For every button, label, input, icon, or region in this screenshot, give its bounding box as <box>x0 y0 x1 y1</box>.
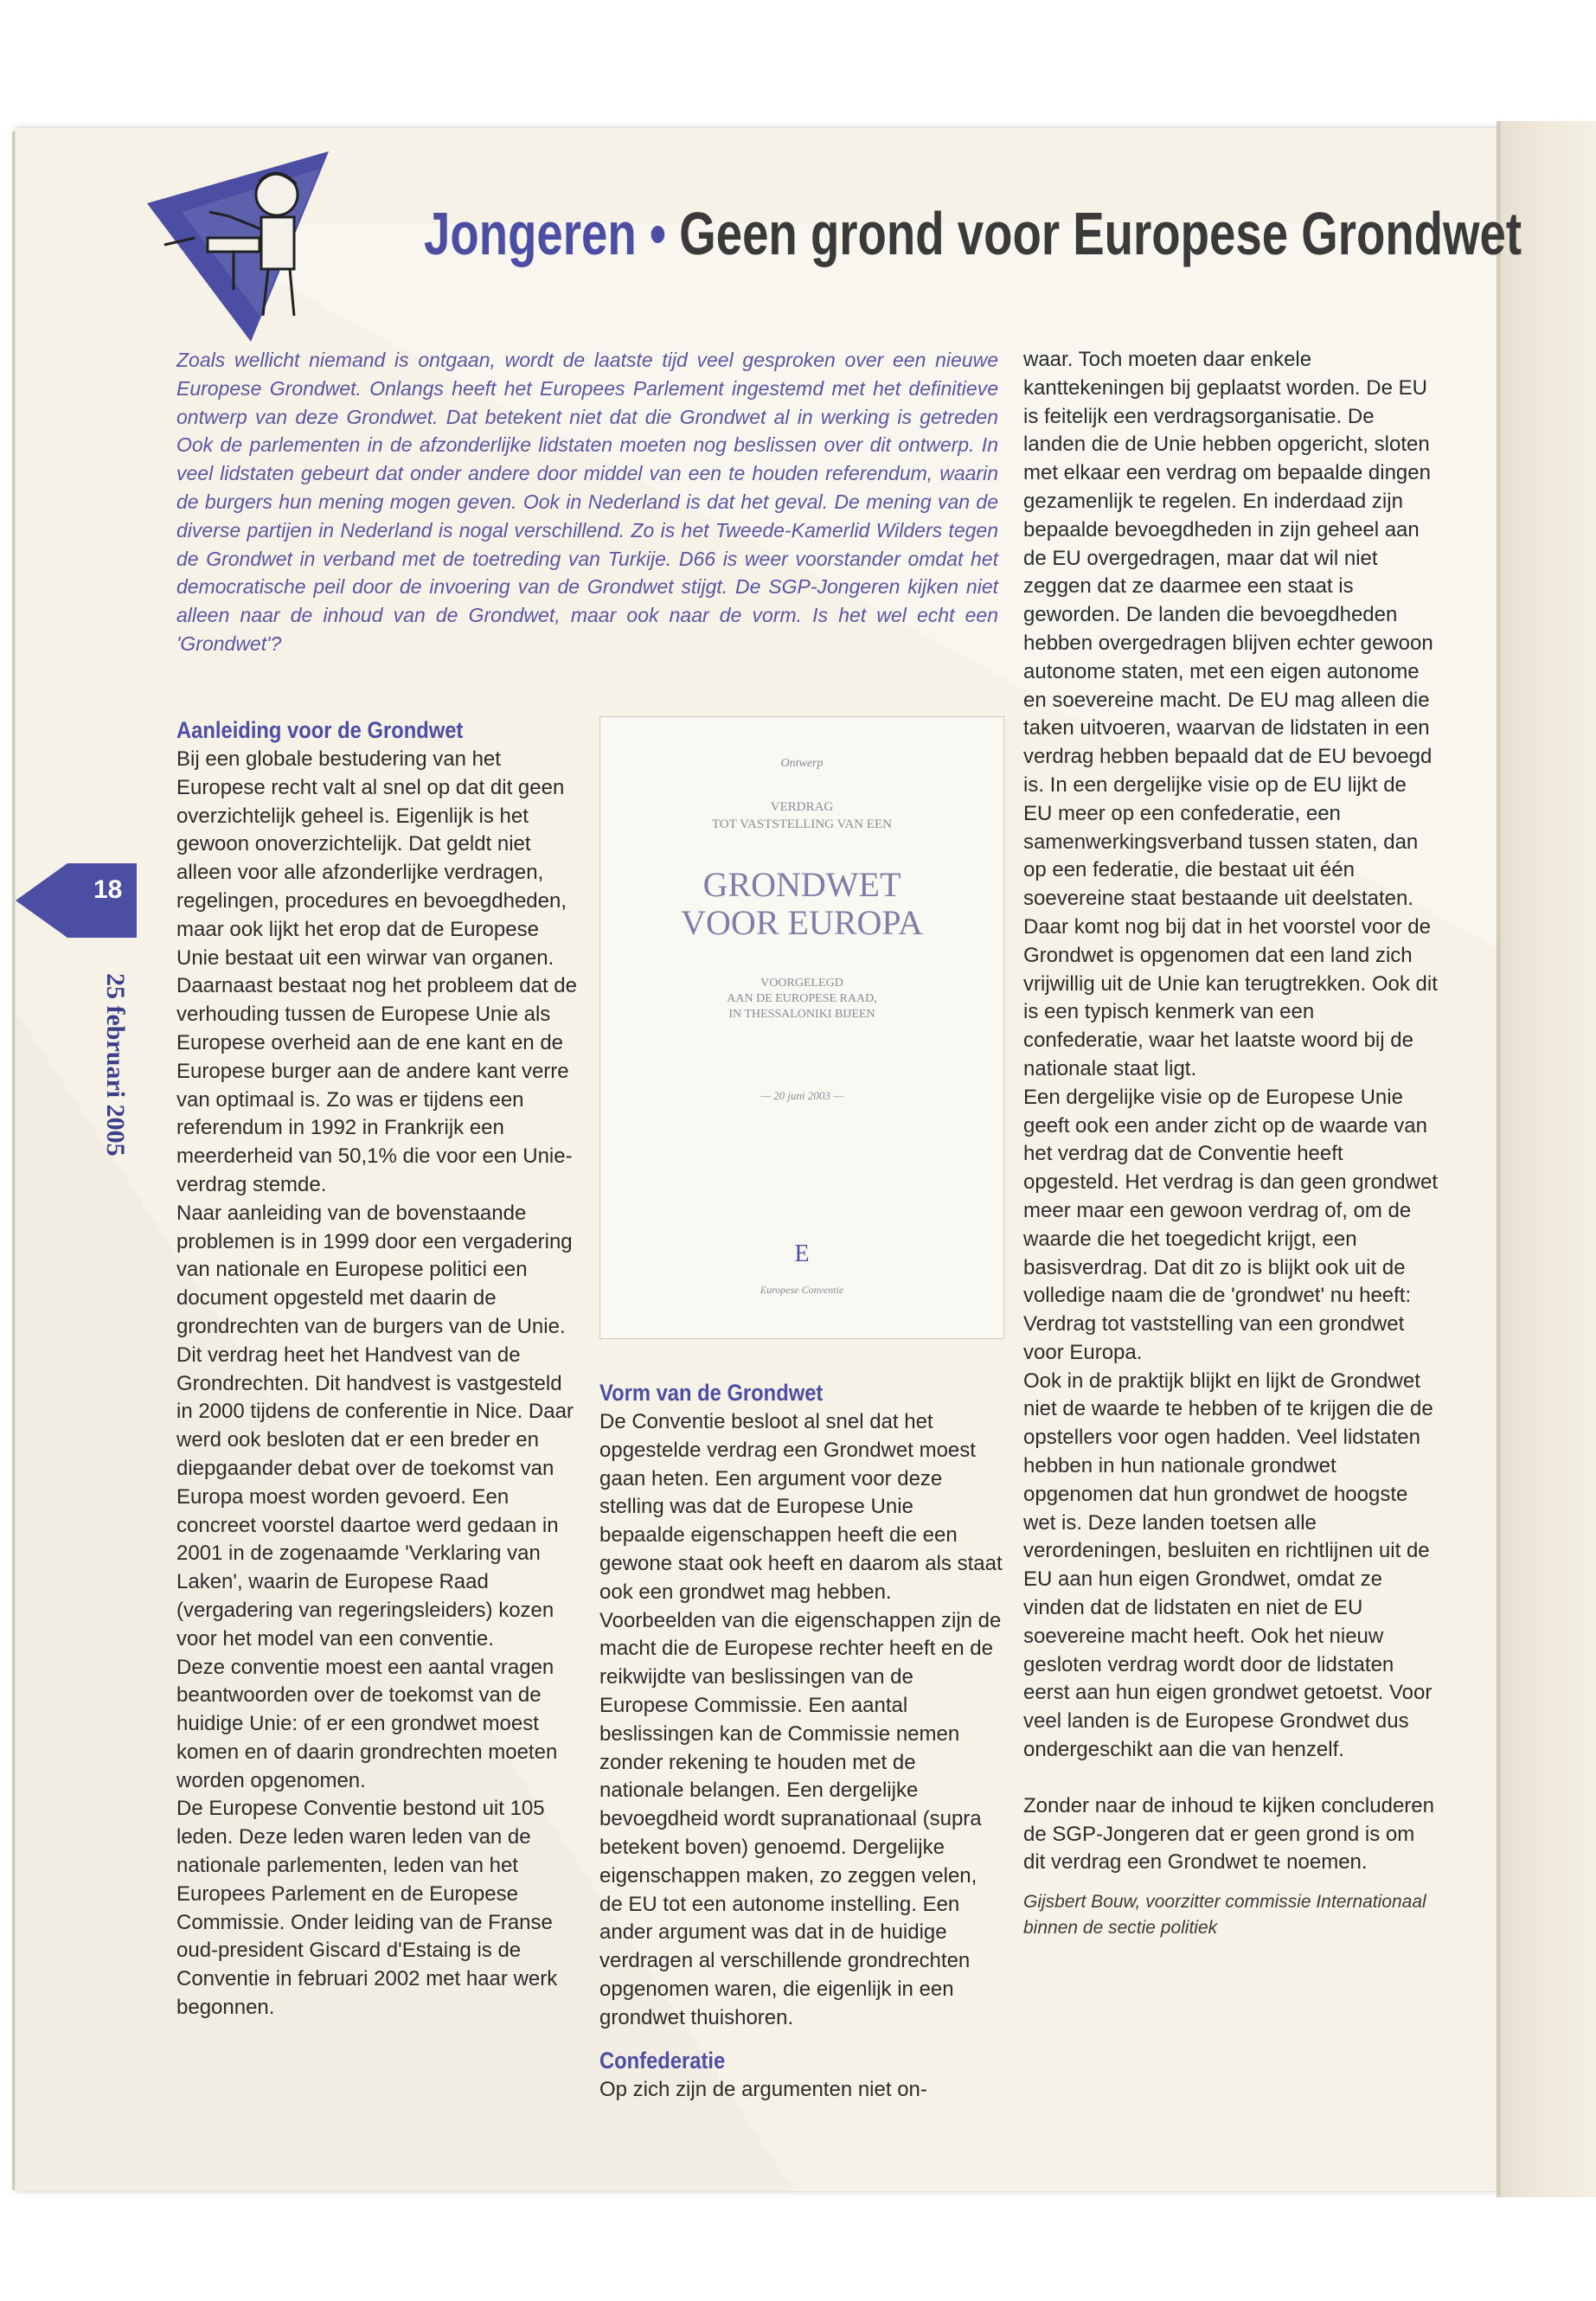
cover-sub1: VOORGELEGD <box>760 977 843 990</box>
column-2 <box>599 1377 1003 2104</box>
page-title <box>424 199 1522 268</box>
cover-sub3: IN THESSALONIKI BIJEEN <box>728 1008 875 1021</box>
cover-title2: VOOR EUROPA <box>681 903 923 942</box>
paragraph: Een dergelijke visie op de Europese Unie geeft ook een ander zicht op de waarde van het verdrag dat de Conventie heeft opgesteld. Het verdrag is dan geen grondwet meer maar een gewoon verdrag of, om de waarde die het toegedicht krijgt, een basisverdrag. Dat dit zo is blijkt ook uit de volledige naam die de 'grondwet' nu heeft: Verdrag tot vaststelling van een grondwet voor Europa. <box>1023 1085 1438 1364</box>
cover-line2: TOT VASTSTELLING VAN EEN <box>712 817 892 831</box>
speaker-cartoon-illustration <box>147 143 355 342</box>
title-main: Geen grond voor Europese Grondwet <box>679 200 1522 267</box>
paragraph: De Conventie besloot al snel dat het opgestelde verdrag een Grondwet moest gaan heten. Een argument voor deze stelling was dat de Europese Unie bepaalde eigenschappen heeft die een gewone staat ook heeft en daarom als staat ook een grondwet mag hebben. Voorbeelden van die eigenschappen zijn de macht die de Europese rechter heeft en de reikwijdte van beslissingen van de Europese Commissie. Een aantal beslissingen kan de Commissie nemen zonder rekening te houden met de nationale belangen. Een dergelijke bevoegdheid wordt supranationaal (supra betekent boven) genoemd. Dergelijke eigenschappen maken, zo zeggen velen, de EU tot een autonome instelling. Een ander argument was dat in de huidige verdragen al verschillende grondrechten opgenomen waren, die eigenlijk in een grondwet thuishoren. <box>599 1410 1003 2029</box>
cover-logo-caption: Europese Conventie <box>760 1284 844 1296</box>
cover-ontwerp: Ontwerp <box>780 757 824 770</box>
paragraph: De Europese Conventie bestond uit 105 leden. Deze leden waren leden van de nationale parlementen, leden van het Europees Parlement en de Europese Commissie. Onder leiding van de Franse oud-president Giscard d'Estaing is de Conventie in februari 2002 met haar werk begonnen. <box>176 1797 558 2020</box>
column-3 <box>1023 346 1439 1941</box>
cover-line1: VERDRAG <box>770 800 834 814</box>
paragraph: Zonder naar de inhoud te kijken concluderen de SGP-Jongeren dat er geen grond is om dit verdrag een Grondwet te noemen. <box>1023 1793 1434 1875</box>
paragraph: Bij een globale bestudering van het Europese recht valt al snel op dat dit geen overzichtelijk geheel is. Eigenlijk is het gewoon onoverzichtelijk. Dat geldt niet alleen voor alle afzonderlijke verdragen, regelingen, procedures en bevoegdheden, maar ook lijkt het erop dat de Europese Unie bestaat uit een wirwar van organen. Daarnaast bestaat nog het probleem dat de verhouding tussen de Europese Unie als Europese overheid aan de ene kant en de Europese burger aan de andere kant verre van optimaal is. Zo was er tijdens een referendum in 1992 in Frankrijk een meerderheid van 50,1% die voor een Unie-verdrag stemde. <box>176 747 577 1196</box>
paragraph: Op zich zijn de argumenten niet on- <box>599 2077 927 2101</box>
grondwet-cover-image <box>599 716 1004 1339</box>
heading-confederatie: Confederatie <box>599 2047 726 2073</box>
paragraph: Ook in de praktijk blijkt en lijkt de Grondwet niet de waarde te hebben of te krijgen die de opstellers voor ogen hadden. Veel lidstaten hebben in hun nationale grondwet opgenomen dat hun grondwet de hoogste wet is. Deze landen toetsen alle verordeningen, besluiten en richtlijnen uit de EU aan hun eigen Grondwet, omdat ze vinden dat de lidstaten en niet de EU soevereine macht heeft. Ook het nieuw gesloten verdrag wordt door de lidstaten eerst aan hun eigen grondwet getoetst. Voor veel landen is de Europese Grondwet dus ondergeschikt aan die van henzelf. <box>1023 1368 1433 1762</box>
heading-vorm: Vorm van de Grondwet <box>599 1380 824 1406</box>
paragraph: Naar aanleiding van de bovenstaande problemen is in 1999 door een vergadering van nationale en Europese politici een document opgesteld met daarin de grondrechten van de burgers van de Unie. Dit verdrag heet het Handvest van de Grondrechten. Dit handvest is vastgesteld in 2000 tijdens de conferentie in Nice. Daar werd ook besloten dat er een breder en diepgaander debat over de toekomst van Europa moest worden gevoerd. Een concreet voorstel daartoe werd gedaan in 2001 in de zogenaamde 'Verklaring van Laken', waarin de Europese Raad (vergadering van regeringsleiders) kozen voor het model van een conventie. <box>176 1201 574 1650</box>
column-1 <box>176 715 580 2022</box>
conventie-logo-icon: E <box>794 1240 810 1267</box>
paragraph: waar. Toch moeten daar enkele kanttekeningen bij geplaatst worden. De EU is feitelijk een verdragsorganisatie. De landen die de Unie hebben opgericht, sloten met elkaar een verdrag om bepaalde dingen gezamenlijk te regelen. En inderdaad zijn bepaalde bevoegdheden in zijn geheel aan de EU overgedragen, maar dat wil niet zeggen dat ze daarmee een staat is geworden. De landen die bevoegdheden hebben overgedragen blijven echter gewoon autonome staten, met een eigen autonome en soevereine macht. De EU mag alleen die taken uitvoeren, waarvan de lidstaten in een verdrag hebben bepaald dat de EU bevoegd is. In een dergelijke visie op de EU lijkt de EU meer op een confederatie, een samenwerkingsverband tussen staten, dan op een federatie, die bestaat uit één soevereine staat bestaande uit deelstaten. Daar komt nog bij dat in het voorstel voor de Grondwet is opgenomen dat een land zich vrijwillig uit de Unie kan terugtrekken. Ook dit is een typisch kenmerk van een confederatie, waar het laatste woord bij de nationale staat ligt. <box>1023 348 1438 1080</box>
issue-date: 25 februari 2005 <box>101 973 130 1157</box>
cover-title1: GRONDWET <box>702 865 901 904</box>
page-number: 18 <box>93 875 123 904</box>
author-credit: Gijsbert Bouw, voorzitter commissie Internationaal binnen de sectie politiek <box>1023 1892 1426 1939</box>
intro-paragraph: Zoals wellicht niemand is ontgaan, wordt de laatste tijd veel gesproken over een nieuwe Europese Grondwet. Onlangs heeft het Europees Parlement ingestemd met het definitieve ontwerp van deze Grondwet. Dat betekent niet dat die Grondwet al in werking is getreden Ook de parlementen in de afzonderlijke lidstaten moeten nog beslissen over dit ontwerp. In veel lidstaten gebeurt dat onder andere door middel van een te houden referendum, waarin de burgers hun mening mogen geven. Ook in Nederland is dat het geval. De mening van de diverse partijen in Nederland is nogal verschillend. Zo is het Tweede-Kamerlid Wilders tegen de Grondwet in verband met de toetreding van Turkije. D66 is weer voorstander omdat het democratische peil door de invoering van de Grondwet stijgt. De SGP-Jongeren kijken niet alleen naar de inhoud van de Grondwet, maar ook naar de vorm. Is het wel echt een 'Grondwet'? <box>176 349 998 655</box>
title-section: Jongeren <box>424 200 637 267</box>
cover-date: — 20 juni 2003 — <box>760 1089 843 1102</box>
cover-sub2: AAN DE EUROPESE RAAD, <box>727 992 877 1005</box>
heading-aanleiding: Aanleiding voor de Grondwet <box>176 717 464 743</box>
paragraph: Deze conventie moest een aantal vragen beantwoorden over de toekomst van de huidige Unie: of er een grondwet moest komen en of daarin grondrechten moeten worden opgenomen. <box>176 1655 558 1792</box>
title-separator: • <box>649 200 667 267</box>
next-page-edge <box>1501 121 1596 2197</box>
